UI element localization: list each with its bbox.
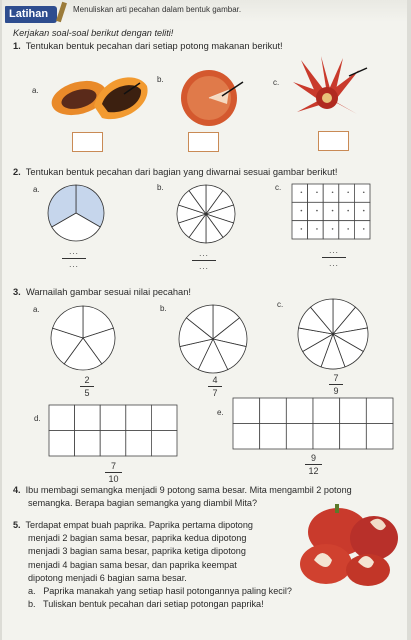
- q2-circle-thirds: [47, 184, 105, 242]
- q3d-cell: [75, 405, 101, 431]
- q2c-dot: [363, 210, 365, 212]
- q5-sub-b-label: b.: [28, 599, 36, 610]
- q3-fraction-a: [80, 375, 94, 398]
- latihan-badge: Latihan: [5, 6, 57, 23]
- fraction-bar: [62, 258, 86, 259]
- q3-fraction-a-den: 5: [84, 388, 90, 398]
- q3e-cell: [340, 398, 367, 424]
- fraction-bar: [329, 384, 343, 385]
- q2c-cell: [339, 184, 355, 202]
- fraction-bar: [322, 257, 346, 258]
- q5-sub-a-text: Paprika manakah yang setiap hasil potongannya paling kecil?: [43, 586, 292, 597]
- q2c-dot: [301, 210, 303, 212]
- q3-fraction-c-num: 7: [333, 373, 339, 383]
- q2-label-b: b.: [157, 183, 164, 192]
- q2-answer-a[interactable]: [62, 247, 86, 270]
- q3e-cell: [313, 424, 340, 450]
- header-title: Menuliskan arti pecahan dalam bentuk gambar.: [73, 5, 242, 14]
- q1-text: Tentukan bentuk pecahan dari setiap potong makanan berikut!: [25, 41, 283, 51]
- q5-text-2: menjadi 2 bagian sama besar, paprika kedua dipotong: [28, 533, 247, 544]
- q2-answer-c-num: ...: [329, 246, 339, 255]
- fraction-bar: [192, 260, 216, 261]
- q2c-cell: [354, 184, 370, 202]
- fraction-bar: [105, 472, 122, 473]
- q3-fraction-d-den: 10: [108, 474, 119, 484]
- q2-answer-a-num: ...: [69, 247, 79, 256]
- q2-heading: [13, 167, 337, 178]
- q3e-cell: [260, 398, 287, 424]
- q5-sub-b: [13, 598, 292, 611]
- q4-text-1: Ibu membagi semangka menjadi 9 potong sama besar. Mita mengambil 2 potong: [25, 485, 352, 495]
- q3d-cell: [100, 405, 126, 431]
- q3-circle-sevenths[interactable]: [178, 304, 248, 374]
- q2-answer-c[interactable]: [322, 246, 346, 269]
- q2c-dot: [332, 191, 334, 193]
- q3-label-e: e.: [217, 408, 224, 417]
- paprika-image: [292, 502, 404, 588]
- q3e-cell: [260, 424, 287, 450]
- q1-label-c: c.: [273, 78, 280, 87]
- q3d-cell: [151, 405, 177, 431]
- q2c-dot: [363, 191, 365, 193]
- q3e-cell: [340, 424, 367, 450]
- q1-answer-box-b[interactable]: [188, 132, 219, 152]
- q1-answer-box-c[interactable]: [318, 131, 349, 151]
- q3d-cell: [49, 431, 75, 457]
- q3d-cell: [75, 431, 101, 457]
- q1-number: 1.: [13, 41, 21, 51]
- q2c-dot: [347, 191, 349, 193]
- q4-text-2: semangka. Berapa bagian semangka yang diambil Mita?: [28, 498, 257, 509]
- q2c-cell: [292, 221, 308, 239]
- q5-sub-a: [13, 585, 292, 598]
- q5-text-3: menjadi 3 bagian sama besar, paprika ketiga dipotong: [28, 546, 246, 557]
- q3-label-c: c.: [277, 300, 284, 309]
- q2-answer-b-num: ...: [199, 249, 209, 258]
- q3-fraction-d: [105, 461, 122, 484]
- q2c-dot: [363, 228, 365, 230]
- q2c-dot: [347, 210, 349, 212]
- q3e-cell: [286, 398, 313, 424]
- worksheet-page: [2, 0, 407, 640]
- fraction-bar: [305, 464, 322, 465]
- q3-number: 3.: [13, 287, 21, 297]
- q5-text-1: Terdapat empat buah paprika. Paprika pertama dipotong: [25, 520, 253, 530]
- q2c-dot: [332, 228, 334, 230]
- q2c-dot: [301, 228, 303, 230]
- q3d-cell: [100, 431, 126, 457]
- q3-fraction-e: [305, 453, 322, 476]
- q2c-cell: [339, 202, 355, 220]
- q2-answer-c-den: ...: [329, 259, 339, 268]
- q3-fraction-c: [329, 373, 343, 396]
- q3e-cell: [233, 398, 260, 424]
- q2-grid-rectangle: [291, 183, 371, 240]
- q2c-dot: [332, 210, 334, 212]
- q3-circle-fifths[interactable]: [50, 305, 116, 371]
- fraction-bar: [208, 386, 222, 387]
- q1-heading: [13, 41, 283, 52]
- q3-fraction-a-num: 2: [84, 375, 90, 385]
- q2c-dot: [316, 191, 318, 193]
- q2-answer-a-den: ...: [69, 260, 79, 269]
- q2c-cell: [339, 221, 355, 239]
- q3e-cell: [286, 424, 313, 450]
- q2c-dot: [301, 191, 303, 193]
- q3-fraction-b: [208, 375, 222, 398]
- q2c-cell: [308, 184, 324, 202]
- q3-label-d: d.: [34, 414, 41, 423]
- q3-fraction-b-num: 4: [212, 375, 218, 385]
- papaya-image: [42, 66, 154, 128]
- q2c-cell: [354, 202, 370, 220]
- q4-line-1: [13, 484, 352, 497]
- q2c-cell: [292, 184, 308, 202]
- q2-circle-tenths: [176, 184, 236, 244]
- q5-sub-b-text: Tuliskan bentuk pecahan dari setiap potongan paprika!: [43, 599, 264, 610]
- paprika-flower-image: [287, 54, 372, 126]
- instruction: Kerjakan soal-soal berikut dengan teliti!: [13, 28, 174, 38]
- q1-answer-box-a[interactable]: [72, 132, 103, 152]
- q2c-cell: [292, 202, 308, 220]
- q3d-cell: [49, 405, 75, 431]
- q2-label-a: a.: [33, 185, 40, 194]
- q2c-dot: [316, 210, 318, 212]
- q2c-cell: [308, 221, 324, 239]
- q3-fraction-b-den: 7: [212, 388, 218, 398]
- q2c-cell: [308, 202, 324, 220]
- q3-circle-ninths[interactable]: [297, 298, 369, 370]
- q3e-cell: [233, 424, 260, 450]
- q3-label-a: a.: [33, 305, 40, 314]
- q3-fraction-e-num: 9: [310, 453, 316, 463]
- q3-grid-twelfths[interactable]: [232, 397, 394, 450]
- q2c-cell: [323, 202, 339, 220]
- q5-number: 5.: [13, 520, 21, 530]
- orange-slices-image: [167, 68, 257, 128]
- q4-number: 4.: [13, 485, 21, 495]
- fraction-bar: [80, 386, 94, 387]
- q3d-cell: [151, 431, 177, 457]
- q1-label-b: b.: [157, 75, 164, 84]
- q3-fraction-e-den: 12: [308, 466, 319, 476]
- q5-text-4: menjadi 4 bagian sama besar, dan paprika keempat: [28, 559, 237, 570]
- q2c-cell: [323, 184, 339, 202]
- q2c-cell: [323, 221, 339, 239]
- q3d-cell: [126, 405, 152, 431]
- q2-answer-b[interactable]: [192, 249, 216, 272]
- q1-label-a: a.: [32, 86, 39, 95]
- q2c-cell: [354, 221, 370, 239]
- q2c-dot: [347, 228, 349, 230]
- q2-text: Tentukan bentuk pecahan dari bagian yang diwarnai sesuai gambar berikut!: [25, 167, 338, 177]
- q3e-cell: [366, 398, 393, 424]
- q5-sub-a-label: a.: [28, 586, 36, 597]
- q3e-cell: [366, 424, 393, 450]
- q3d-cell: [126, 431, 152, 457]
- q5-line-1: [13, 519, 292, 532]
- q2-answer-b-den: ...: [199, 262, 209, 271]
- q3-label-b: b.: [160, 304, 167, 313]
- q5-block: [13, 519, 292, 611]
- q5-text-5: dipotong menjadi 6 bagian sama besar.: [28, 572, 187, 583]
- q3-fraction-c-den: 9: [333, 386, 339, 396]
- q2-label-c: c.: [275, 183, 282, 192]
- q2-number: 2.: [13, 167, 21, 177]
- q3e-cell: [313, 398, 340, 424]
- q2c-dot: [316, 228, 318, 230]
- q3-grid-tenths[interactable]: [48, 404, 178, 457]
- q3-text: Warnailah gambar sesuai nilai pecahan!: [25, 287, 191, 297]
- q3-heading: [13, 287, 191, 298]
- q3-fraction-d-num: 7: [110, 461, 116, 471]
